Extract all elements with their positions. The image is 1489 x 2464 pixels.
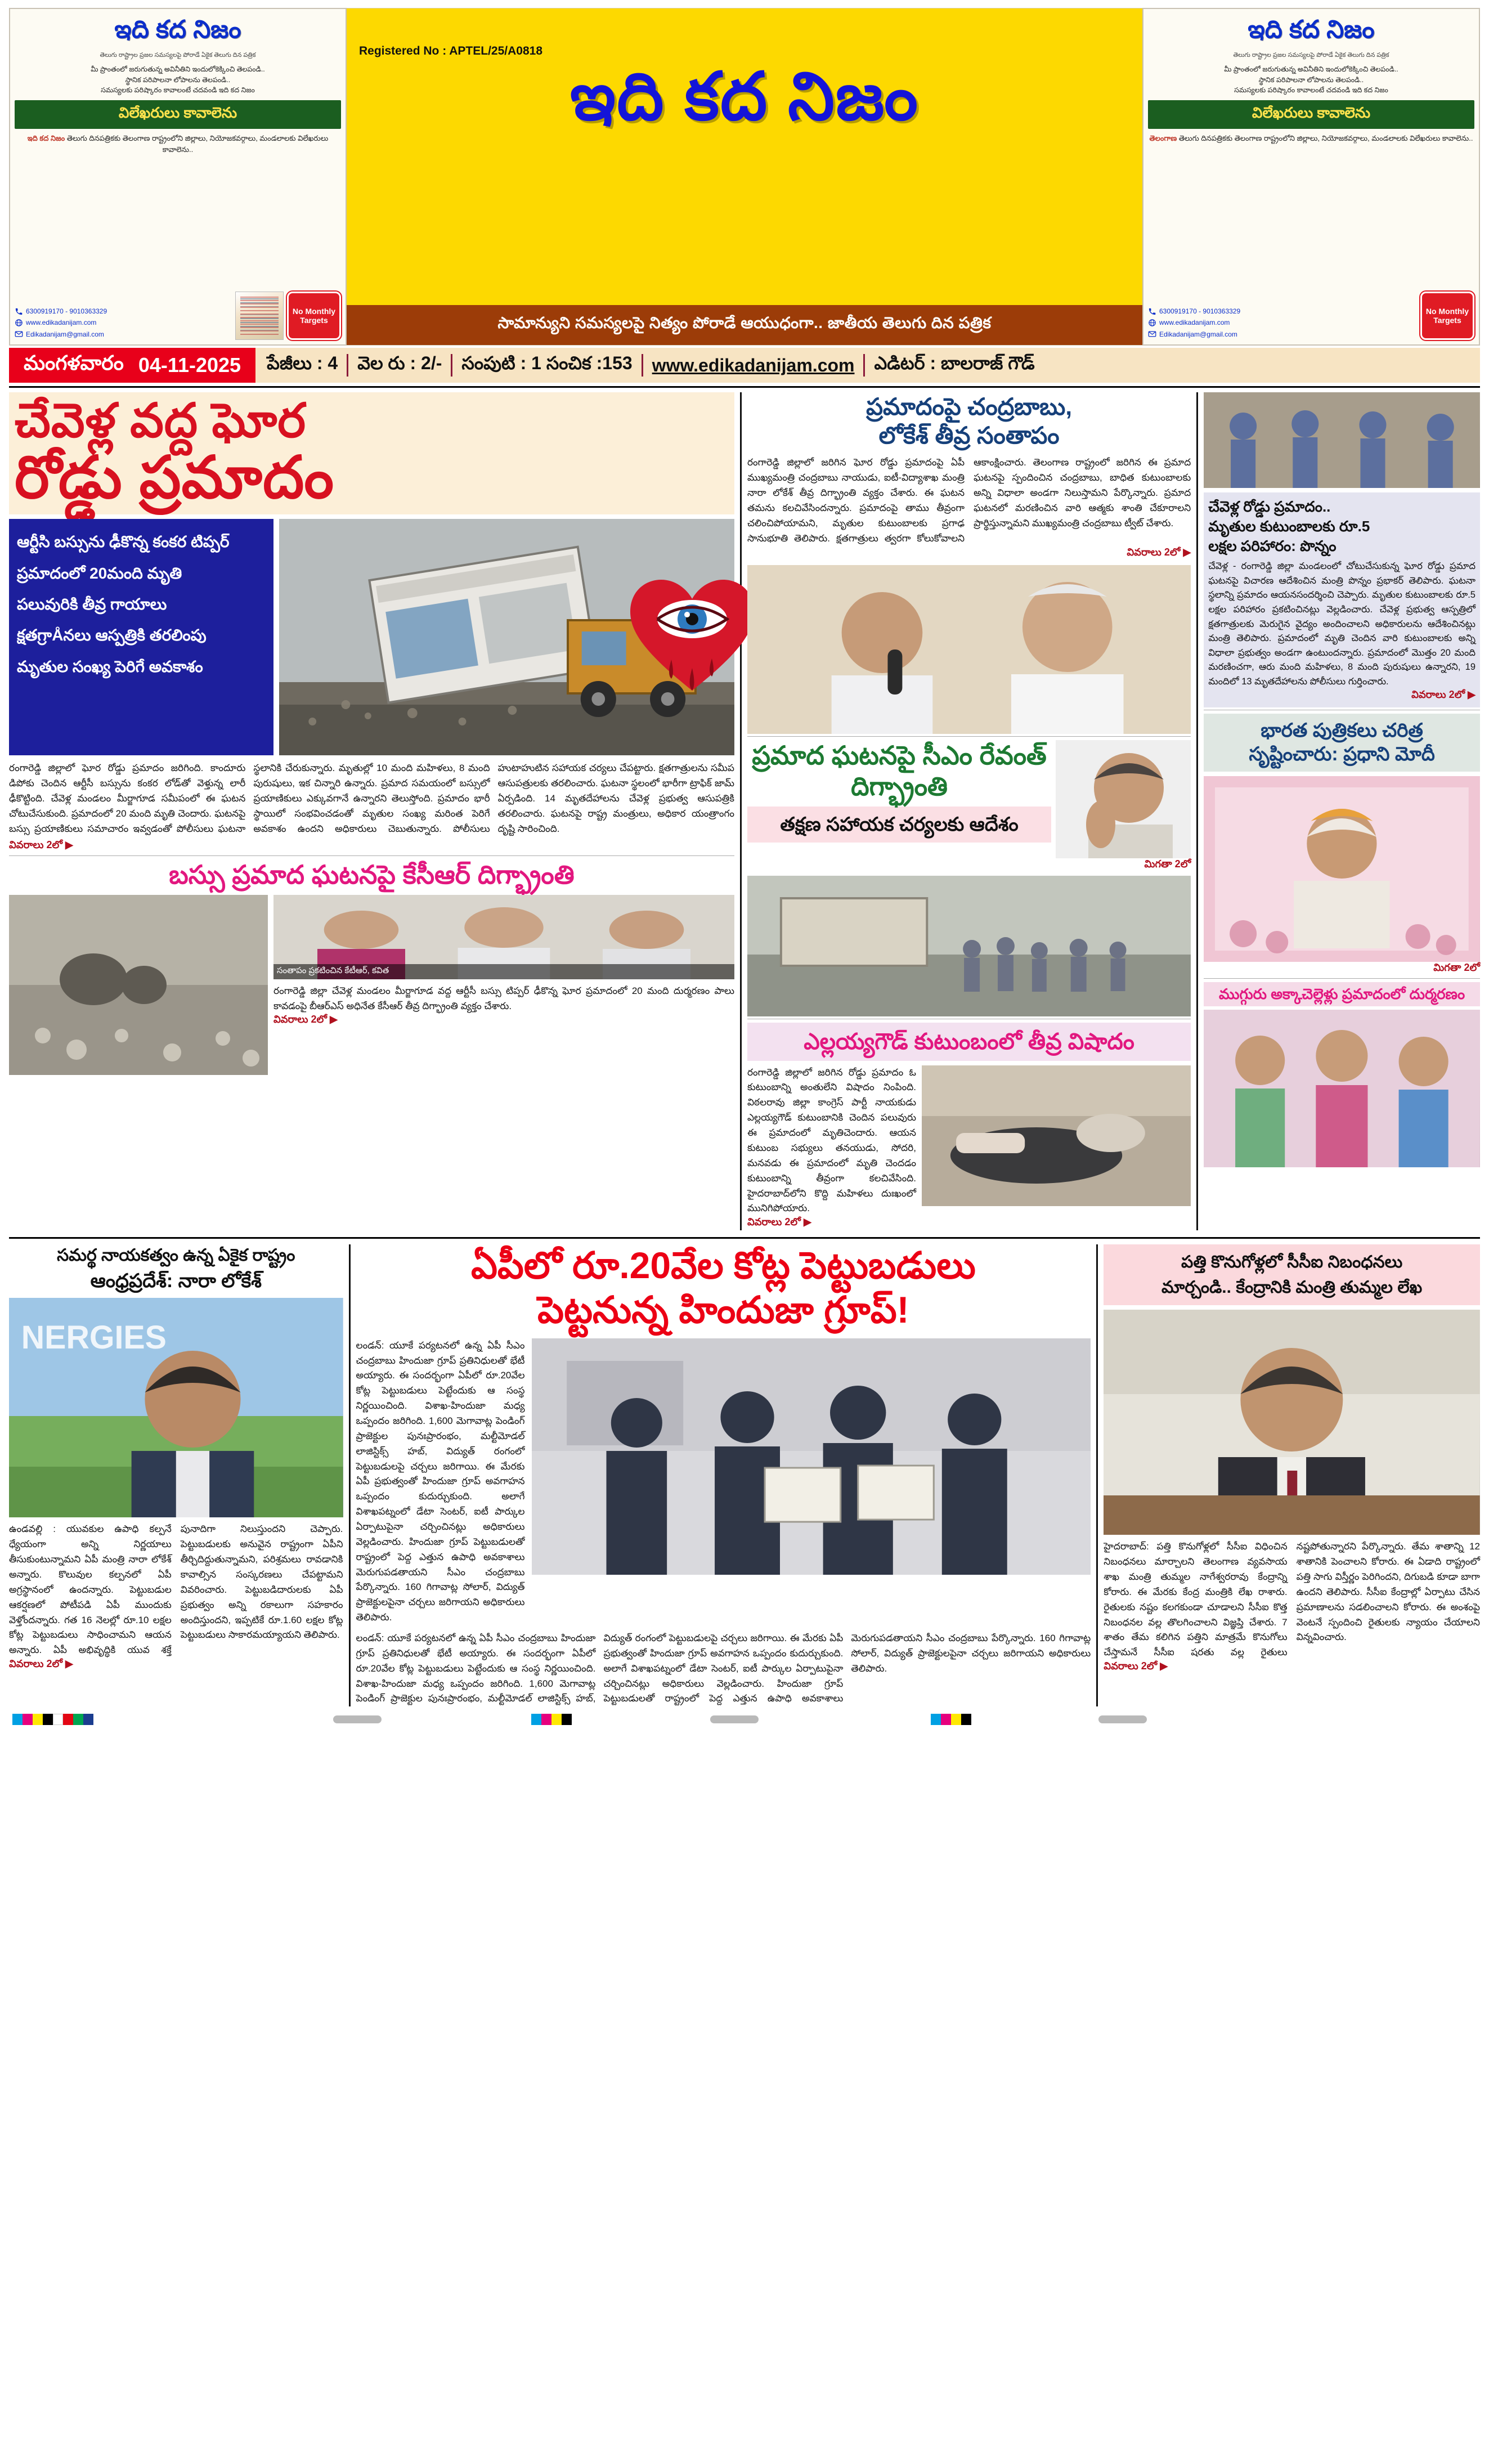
pages-count: పేజీలు : 4 [267, 352, 338, 373]
swatch-yellow [551, 1714, 562, 1725]
modi-portrait-illustration [1204, 776, 1480, 962]
top-section [9, 392, 1480, 1230]
date-block [9, 348, 255, 383]
promo-line-2: స్థానిక పరిపాలనా లోపాలను తెలపండి.. [125, 75, 231, 84]
rescue-scene-illustration [747, 876, 1191, 1016]
hinduja-body-left: లండన్: యూకే పర్యటనలో ఉన్న ఏపీ సీఎం చంద్రబాబు హిందుజా గ్రూప్ ప్రతినిధులతో భేటీ అయ్యారు. ఈ సందర్భంగా ఏపీలో రూ.20వేల కోట్ల పెట్టుబడులు పెట్టేందుకు ఆ సంస్థ నిర్ణయించింది. విశాఖ-హిందుజా మధ్య ఒప్పందం జరిగింది. 1,600 మెగావాట్ల పెండింగ్ ప్రాజెక్టుల పునఃప్రారంభం, మల్టీమోడల్ లాజిస్టిక్స్ హబ్, విద్యుత్ రంగంలో పెట్టుబడులపై చర్చలు జరిగాయి. ఈ మేరకు ఏపీ ప్రభుత్వంతో హిందుజా గ్రూప్ అవగాహన ఒప్పందం కుదుర్చుకుంది. అలాగే విశాఖపట్నంలో డేటా సెంటర్, ఐటీ పార్కుల ఏర్పాటుపైనా చర్చించినట్లు అధికారులు వెల్లడించారు. హిందుజా గ్రూప్ పెట్టుబడులతో రాష్ట్రంలో పెద్ద ఎత్తున ఉపాధి అవకాశాలు మెరుగుపడతాయని సీఎం చంద్రబాబు పేర్కొన్నారు. 160 గిగావాట్ల సోలార్, విద్యుత్ ప్రాజెక్టులపైనా చర్చలు జరిగాయని అధికారులు తెలిపారు. [356, 1339, 525, 1623]
lead-bullet-5: మృతుల సంఖ్య పెరిగే అవకాశం [17, 657, 203, 675]
hospital-visit-photo [1204, 392, 1480, 488]
hospital-visit-illustration [1204, 392, 1480, 488]
promo-right-phone[interactable]: 6300919170 - 9010363329 [1159, 307, 1241, 315]
lokesh-headline-line2: ఆంధ్రప్రదేశ్: నారా లోకేశ్ [90, 1270, 262, 1292]
masthead-right-promo [1142, 8, 1480, 346]
right-column [1204, 392, 1480, 1230]
lead-story-body: రంగారెడ్డి జిల్లాలో ఘోర రోడ్డు ప్రమాదం జరిగింది. కాందూరు డిపోకు చెందిన ఆర్టీసీ బస్సును కంకర లోడ్‌తో వెళ్తున్న లారీ ఢీకొట్టింది. చేవెళ్ల మండలం మీర్జాగూడ సమీపంలో ఈ ఘటన చోటుచేసుకుంది. ప్రమాదంలో 20 మంది మృతి చెందారు. ఘటనపై బస్సు ప్రయాణికులు సమాచారం ఇవ్వడంతో పోలీసులు ఘటనా స్థలానికి చేరుకున్నారు. మృతుల్లో 10 మంది మహిళలు, 8 మంది పురుషులు, ఇక చిన్నారి ఉన్నారు. ప్రమాద సమయంలో బస్సులో ప్రయాణికులు ఎక్కువగానే ఉన్నారని తెలుస్తోంది. ప్రమాదం భారీ స్థాయిలో సంభవించడంతో మృతుల సంఖ్య మరింత పెరిగే అవకాశం ఉందని అధికారులు చెబుతున్నారు. పోలీసులు హుటాహుటిన సహాయక చర్యలు చేపట్టారు. క్షతగాత్రులను సమీప ఆసుపత్రులకు తరలించారు. ఘటనా స్థలంలో భారీగా ట్రాఫిక్ జామ్ ఏర్పడింది. 14 మృతదేహాలను చేవెళ్ల ప్రభుత్వ ఆసుపత్రికి తరలించారు. ఘటనపై రాష్ట్ర మంత్రులు, అధికార యంత్రాంగం దృష్టి సారించింది. [9, 763, 734, 834]
rescue-crowd-photo [747, 876, 1191, 1016]
mail-icon [15, 330, 23, 338]
hinduja-story [356, 1244, 1091, 1706]
accident-truck-photo [279, 519, 734, 755]
promo-left-logo: ఇది కద నిజం [114, 16, 241, 43]
section-rule [1204, 978, 1480, 979]
mou-signing-photo [532, 1338, 1091, 1575]
promo-right-logo: ఇది కద నిజం [1248, 16, 1375, 43]
phone-icon [1148, 307, 1156, 316]
bottom-section-rule [9, 1237, 1480, 1239]
yellaiah-continue-link[interactable]: వివరాలు 2లో ▶ [747, 1216, 811, 1228]
phone-icon [15, 307, 23, 316]
road-victim-illustration [922, 1065, 1191, 1206]
issue-date: 04-11-2025 [138, 353, 241, 377]
lead-bullet-2: ప్రమాదంలో 20మంది మృతి [17, 564, 182, 582]
promo-right-line-2: స్థానిక పరిపాలనా లోపాలను తెలపండి.. [1258, 75, 1364, 84]
issue-meta [255, 348, 1480, 383]
globe-icon [1148, 319, 1156, 327]
lead-story-column [9, 392, 734, 1230]
divider [642, 354, 643, 377]
promo-right-contact [1148, 306, 1417, 340]
section-rule [9, 855, 734, 856]
swatch-blue [83, 1714, 93, 1725]
thummala-photo [1104, 1310, 1480, 1535]
ponnam-compensation-card [1204, 492, 1480, 707]
kcr-headline: బస్సు ప్రమాద ఘటనపై కేసీఆర్ దిగ్భ్రాంతి [169, 859, 575, 889]
revanth-subheadline: తక్షణ సహాయక చర్యలకు ఆదేశం [747, 807, 1051, 843]
accident-victim-photo [922, 1065, 1191, 1206]
color-swatches-center [531, 1714, 572, 1725]
header-rule [9, 386, 1480, 388]
two-leaders-illustration [747, 565, 1191, 734]
swatch-cyan [12, 1714, 23, 1725]
masthead-left-promo [9, 8, 347, 346]
masthead [9, 8, 1480, 346]
svg-text:NERGIES: NERGIES [21, 1320, 167, 1356]
globe-icon [15, 319, 23, 327]
promo-line-3: సమస్యలకు పరిష్కారం కావాలంటే చదవండి ఇది కద నిజం [101, 86, 255, 95]
swatch-white [53, 1714, 63, 1725]
promo-left-lines [15, 64, 341, 96]
modi-headline-block [1204, 714, 1480, 772]
promo-left-body-rest: తెలుగు దినపత్రికకు తెలంగాణ రాష్ట్రంలోని జిల్లాలు, నియోజకవర్గాలు, మండలాలకు విలేఖరులు కావాలెను.. [66, 134, 329, 154]
lokesh-portrait-illustration [9, 1298, 343, 1517]
modi-photo [1204, 776, 1480, 962]
lokesh-continue-link[interactable]: వివరాలు 2లో ▶ [9, 1658, 73, 1670]
swatch-yellow [33, 1714, 43, 1725]
yellaiah-body: రంగారెడ్డి జిల్లాలో జరిగిన రోడ్డు ప్రమాదం ఓ కుటుంబాన్ని అంతులేని విషాదం నింపింది. విఠలరావు జిల్లా కాంగ్రెస్ పార్టీ నాయకుడు ఎల్లయ్యగౌడ్ కుటుంబానికి చెందిన పలువురు ఈ ప్రమాదంలో మృతిచెందారు. ఆయన కుటుంబ సభ్యులు తనయుడు, సోదరి, మనవడు ఈ ప్రమాదంలో మృతి చెందడం కుటుంబాన్ని తీవ్రంగా కలచివేసింది. హైదరాబాద్‌లోని కొద్ది మహిళలు దుఃఖంలో మునిగిపోయారు. [747, 1067, 916, 1214]
yellaiah-headline: ఎల్లయ్యగౌడ్ కుటుంబంలో తీవ్ర విషాదం [747, 1023, 1191, 1061]
weekday: మంగళవారం [24, 351, 124, 374]
kcr-leaders-photo [273, 895, 734, 979]
thummala-body: హైదరాబాద్: పత్తి కొనుగోళ్లలో సీసీఐ విధించిన నిబంధనలు మార్చాలని తెలంగాణ వ్యవసాయ శాఖ మంత్రి తుమ్మల నాగేశ్వరరావు కేంద్రాన్ని కోరారు. ఈ మేరకు కేంద్ర మంత్రికి లేఖ రాశారు. రైతులకు నష్టం కలగకుండా చూడాలని సీసీఐ కొత్త నిబంధనల వల్ల తొలగించాలని విజ్ఞప్తి చేశారు. 7 శాతం తేమ కలిగిన పత్తిని మాత్రమే కొనుగోలు చేస్తామనే సీసీఐ షరతు వల్ల రైతులు నష్టపోతున్నారని పేర్కొన్నారు. తేమ శాతాన్ని 12 శాతానికి పెంచాలని కోరారు. ఈ ఏడాది రాష్ట్రంలో పత్తి సాగు విస్తీర్ణం పెరిగిందని, దిగుబడి కూడా బాగా ఉందని తెలిపారు. సీసీఐ కేంద్రాల్లో ఏర్పాటు చేసిన ప్రమాణాలను సడలించాలని కోరారు. ఈ అంశంపై వెంటనే స్పందించి రైతులకు న్యాయం చేయాలని విన్నవించారు. [1104, 1541, 1480, 1658]
lead-bullet-box [9, 519, 273, 755]
lead-headline-block [9, 392, 734, 514]
promo-right-web[interactable]: www.edikadanijam.com [1159, 319, 1230, 327]
swatch-cyan [531, 1714, 541, 1725]
promo-left-phone[interactable]: 6300919170 - 9010363329 [26, 307, 107, 315]
thummala-continue-link[interactable]: వివరాలు 2లో ▶ [1104, 1660, 1168, 1672]
price: వెల రు : 2/- [357, 352, 442, 373]
chandrababu-continue-link[interactable]: వివరాలు 2లో ▶ [1127, 546, 1191, 558]
swatch-black [562, 1714, 572, 1725]
truck-wreck-illustration [279, 519, 734, 755]
lokesh-story [9, 1244, 343, 1706]
registered-number: Registered No : APTEL/25/A0818 [359, 44, 542, 57]
no-monthly-targets-badge: No Monthly Targets [287, 292, 341, 340]
lead-bullet-1: ఆర్టీసి బస్సును ఢీకొన్న కంకర టిప్పర్ [17, 533, 230, 551]
rubble-scene-illustration [9, 895, 268, 1075]
revanth-portrait-illustration [1056, 740, 1191, 858]
bottom-section [9, 1244, 1480, 1706]
promo-left-email[interactable]: Edikadanijam@gmail.com [26, 330, 104, 338]
mou-signing-illustration [532, 1338, 1091, 1575]
promo-left-sub: తెలుగు రాష్ట్రాల ప్రజల సమస్యలపై పోరాడే ఏకైక తెలుగు దిన పత్రిక [100, 52, 256, 59]
registration-pill [333, 1715, 382, 1723]
lokesh-chandrababu-photo [747, 565, 1191, 734]
no-monthly-targets-badge: No Monthly Targets [1420, 292, 1474, 340]
ponnam-line2: మృతుల కుటుంబాలకు రూ.5 [1208, 518, 1370, 535]
promo-line-1: మీ ప్రాంతంలో జరుగుతున్న అవినీతిని ఇందులోకెక్కించి తెలపండి.. [91, 65, 265, 73]
lead-bullets-and-photo [9, 519, 734, 755]
promo-left-paper-thumb [235, 292, 284, 340]
modi-headline-line1: భారత పుత్రికలు చరిత్ర [1261, 720, 1423, 742]
paper-title: ఇది కద నిజం [569, 60, 919, 134]
column-divider [740, 392, 742, 1230]
swatch-magenta [23, 1714, 33, 1725]
ponnam-body: చేవెళ్ల - రంగారెడ్డి జిల్లా మండలంలో చోటుచేసుకున్న ఘోర రోడ్డు ప్రమాద ఘటనపై విచారణ ఆదేశించిన మంత్రి పొన్నం ప్రభాకర్ తెలిపారు. ఘటనా స్థలాన్ని ప్రమాదం ఆయనసందర్శించి చెప్పారు. మృతుల కుటుంబాలకు రూ.5 లక్షల పరిహారం ప్రకటించినట్లు వెల్లడించారు. చేవెళ్ల ప్రభుత్వ ఆస్పత్రిలో క్షతగాత్రులకు మెరుగైన వైద్యం అందించాలని అధికారులను ఆదేశించినట్లు మంత్రి తెలిపారు. ప్రమాదంలో మృతి చెందిన వారి కుటుంబాలకు అన్ని విధాలా ప్రభుత్వం అండగా ఉంటుందన్నారు. ప్రమాదంలో మొత్తం 20 మంది మరణించగా, ఆరు మంది మహిళలు, 8 మంది పురుషులు ఉన్నారని, 19 మందిలో 13 మృతదేహాలను పోలీసులు గుర్తించారు. [1208, 561, 1475, 687]
editor-name: ఎడిటర్ : బాలరాజ్ గౌడ్ [874, 352, 1035, 373]
ponnam-line3: లక్షల పరిహారం: పొన్నం [1208, 537, 1336, 555]
lead-bullet-3: పలువురికి తీవ్ర గాయాలు [17, 595, 167, 613]
promo-left-web[interactable]: www.edikadanijam.com [26, 319, 97, 327]
section-rule [747, 736, 1191, 737]
lead-bullet-4: క్షతగ్రాÅనలు ఆస్పత్రికి తరలింపు [17, 626, 207, 644]
thummala-story [1104, 1244, 1480, 1706]
website-link[interactable]: www.edikadanijam.com [652, 355, 855, 375]
promo-right-sub: తెలుగు రాష్ట్రాల ప్రజల సమస్యలపై పోరాడే ఏకైక తెలుగు దిన పత్రిక [1233, 52, 1389, 59]
kcr-scene-photo [9, 895, 268, 1075]
registration-pill [1098, 1715, 1147, 1723]
lokesh-photo [9, 1298, 343, 1517]
promo-right-highlight: తెలంగాణ [1149, 134, 1177, 142]
swatch-black [43, 1714, 53, 1725]
hinduja-headline-line2: పెట్టనున్న హిందుజా గ్రూప్! [537, 1289, 909, 1331]
modi-continue-link[interactable]: మిగతా 2లో [1433, 962, 1480, 974]
minister-portrait-illustration [1104, 1310, 1480, 1535]
swatch-green [73, 1714, 83, 1725]
swatch-yellow [951, 1714, 961, 1725]
column-divider [1096, 1244, 1098, 1706]
kcr-continue-link[interactable]: వివరాలు 2లో ▶ [273, 1014, 338, 1025]
masthead-center [347, 8, 1142, 346]
swatch-red [63, 1714, 73, 1725]
middle-column [747, 392, 1191, 1230]
revanth-continue-link[interactable]: మిగతా 2లో [1144, 858, 1191, 870]
promo-right-line-3: సమస్యలకు పరిష్కారం కావాలంటే చదవండి ఇది కద నిజం [1234, 86, 1388, 95]
mail-icon [1148, 330, 1156, 338]
three-sisters-illustration [1204, 1010, 1480, 1167]
modi-headline-line2: సృష్టించారు: ప్రధాని మోదీ [1249, 743, 1435, 765]
promo-right-line-1: మీ ప్రాంతంలో జరుగుతున్న అవినీతిని ఇందులోకెక్కించి తెలపండి.. [1224, 65, 1398, 73]
registration-pill [710, 1715, 759, 1723]
lead-continue-link[interactable]: వివరాలు 2లో ▶ [9, 839, 73, 850]
paper-tagline: సామాన్యుని సమస్యలపై నిత్యం పోరాడే ఆయుధంగా.. జాతీయ తెలుగు దిన పత్రిక [347, 305, 1142, 345]
thummala-headline-line2: మార్చండి.. కేంద్రానికి మంత్రి తుమ్మల లేఖ [1161, 1278, 1423, 1297]
promo-left-footer [15, 292, 341, 340]
promo-left-body-lead: ఇది కద నిజం [27, 134, 65, 142]
promo-left-body [15, 133, 341, 155]
color-swatches-left [12, 1714, 93, 1725]
hinduja-headline-line1: ఏపీలో రూ.20వేల కోట్ల పెట్టుబడులు [470, 1244, 976, 1287]
chandrababu-headline-line1: ప్రమాదంపై చంద్రబాబు, [866, 393, 1073, 420]
swatch-magenta [941, 1714, 951, 1725]
hinduja-body-bottom: లండన్: యూకే పర్యటనలో ఉన్న ఏపీ సీఎం చంద్రబాబు హిందుజా గ్రూప్ ప్రతినిధులతో భేటీ అయ్యారు. ఈ సందర్భంగా ఏపీలో రూ.20వేల కోట్ల పెట్టుబడులు పెట్టేందుకు ఆ సంస్థ నిర్ణయించింది. విశాఖ-హిందుజా మధ్య ఒప్పందం జరిగింది. 1,600 మెగావాట్ల పెండింగ్ ప్రాజెక్టుల పునఃప్రారంభం, మల్టీమోడల్ లాజిస్టిక్స్ హబ్, విద్యుత్ రంగంలో పెట్టుబడులపై చర్చలు జరిగాయి. ఈ మేరకు ఏపీ ప్రభుత్వంతో హిందుజా గ్రూప్ అవగాహన ఒప్పందం కుదుర్చుకుంది. అలాగే విశాఖపట్నంలో డేటా సెంటర్, ఐటీ పార్కుల ఏర్పాటుపైనా చర్చించినట్లు అధికారులు వెల్లడించారు. హిందుజా గ్రూప్ పెట్టుబడులతో రాష్ట్రంలో పెద్ద ఎత్తున ఉపాధి అవకాశాలు మెరుగుపడతాయని సీఎం చంద్రబాబు పేర్కొన్నారు. 160 గిగావాట్ల సోలార్, విద్యుత్ ప్రాజెక్టులపైనా చర్చలు జరిగాయని అధికారులు తెలిపారు. [356, 1633, 1091, 1704]
sisters-photo [1204, 1010, 1480, 1167]
divider [451, 354, 452, 377]
date-bar [9, 348, 1480, 383]
lokesh-body: ఉండవల్లి : యువకుల ఉపాధి కల్పనే ధ్యేయంగా అన్ని నిర్ణయాలు తీసుకుంటున్నామని ఏపీ మంత్రి నారా లోకేశ్ అన్నారు. కొలువుల కల్పనలో ఏపీ అగ్రస్థానంలో ఉందన్నారు. పెట్టుబడుల ఆకర్షణలో పోటీపడి ఏపీ ముందుకు వెళ్తోందన్నారు. గత 16 నెలల్లో రూ.10 లక్షల కోట్ల పెట్టుబడులు సాధించామని ఆయన అన్నారు. ఏపీ అభివృద్ధికి యువ శక్తే పునాదిగా నిలుస్తుందని చెప్పారు. పెట్టుబడులకు అనువైన రాష్ట్రంగా ఏపీని తీర్చిదిద్దుతున్నామని, పరిశ్రమలు రావడానికి కావాల్సిన సంస్కరణలు చేపట్టామని వివరించారు. పెట్టుబడిదారులకు ఏపీ ప్రభుత్వం అన్ని రకాలుగా సహకారం అందిస్తుందని, ఇప్పటికే రూ.1.60 లక్షల కోట్ల పెట్టుబడులు సాకారమయ్యాయని తెలిపారు. [9, 1524, 343, 1656]
thummala-headline-line1: పత్తి కొనుగోళ్లలో సీసీఐ నిబంధనలు [1181, 1253, 1403, 1272]
lead-headline-line1: చేవెళ్ల వద్ద ఘోర [15, 394, 307, 447]
column-divider [1196, 392, 1198, 1230]
promo-right-band: విలేఖరులు కావాలెను [1148, 100, 1474, 129]
thummala-headline-block [1104, 1244, 1480, 1305]
chandrababu-body: రంగారెడ్డి జిల్లాలో జరిగిన ఘోర రోడ్డు ప్రమాదంపై ఏపీ ముఖ్యమంత్రి చంద్రబాబు నాయుడు, ఐటీ-విద్యాశాఖ మంత్రి నారా లోకేశ్ తీవ్ర దిగ్భ్రాంతి వ్యక్తం చేశారు. ఈ ఘటన తమను కలచివేసిందన్నారు. ప్రమాదంపై తాము తీవ్రంగా చలించిపోయామని, మృతుల కుటుంబాలకు ప్రగాఢ సానుభూతి తెలిపారు. క్షతగాత్రులు త్వరగా కోలుకోవాలని ఆకాంక్షించారు. తెలంగాణ రాష్ట్రంలో జరిగిన ఈ ప్రమాద ఘటనపై స్పందించిన చంద్రబాబు, బాధిత కుటుంబాలకు అన్ని విధాలా అండగా నిలుస్తామని పేర్కొన్నారు. ప్రమాద ఘటనలో మరణించిన వారి ఆత్మకు శాంతి చేకూరాలని ప్రార్థిస్తున్నామని ముఖ్యమంత్రి చంద్రబాబు ట్వీట్ చేశారు. [747, 457, 1191, 544]
promo-right-lines [1148, 64, 1474, 96]
promo-right-body-rest: తెలుగు దినపత్రికకు తెలంగాణ రాష్ట్రంలోని జిల్లాలు, నియోజకవర్గాలు, మండలాలకు విలేఖరులు కావాలెను.. [1178, 134, 1473, 142]
sisters-caption: ముగ్గురు అక్కాచెల్లెళ్లు ప్రమాదంలో దుర్మరణం [1204, 982, 1480, 1006]
column-divider [349, 1244, 351, 1706]
promo-right-body [1148, 133, 1474, 144]
print-registration-bar [9, 1712, 1480, 1727]
swatch-black [961, 1714, 971, 1725]
chandrababu-headline-line2: లోకేశ్ తీవ్ర సంతాపం [878, 422, 1060, 449]
promo-left-band: విలేఖరులు కావాలెను [15, 100, 341, 129]
swatch-cyan [931, 1714, 941, 1725]
revanth-photo [1056, 740, 1191, 858]
lead-headline-line2: రోడ్డు ప్రమాదం [15, 445, 335, 511]
promo-right-email[interactable]: Edikadanijam@gmail.com [1159, 330, 1237, 338]
revanth-headline: ప్రమాద ఘటనపై సీఎం రేవంత్ దిగ్భ్రాంతి [752, 740, 1047, 801]
ponnam-continue-link[interactable]: వివరాలు 2లో ▶ [1411, 689, 1475, 701]
divider [347, 354, 348, 377]
promo-right-footer [1148, 292, 1474, 340]
kcr-body: రంగారెడ్డి జిల్లా చేవెళ్ల మండలం మీర్జాగూడ వద్ద ఆర్టీసీ బస్సు టిప్పర్ ఢీకొన్న ఘోర ప్రమాదంలో 20 మంది దుర్మరణం పాలు కావడంపై బీఆర్ఎస్ అధినేత కేసీఆర్ తీవ్ర దిగ్భ్రాంతి వ్యక్తం చేశారు. [273, 985, 734, 1011]
ponnam-kicker: చేవెళ్ల రోడ్డు ప్రమాదం.. [1208, 498, 1331, 515]
divider [863, 354, 865, 377]
kcr-photo-caption: సంతాపం ప్రకటించిన కేటీఆర్, కవిత [273, 964, 734, 979]
swatch-magenta [541, 1714, 551, 1725]
volume-issue: సంపుటి : 1 సంచిక :153 [461, 352, 633, 373]
lokesh-headline-line1: సమర్థ నాయకత్వం ఉన్న ఏకైక రాష్ట్రం [57, 1246, 295, 1265]
promo-left-contact [15, 306, 232, 340]
color-swatches-right [931, 1714, 971, 1725]
